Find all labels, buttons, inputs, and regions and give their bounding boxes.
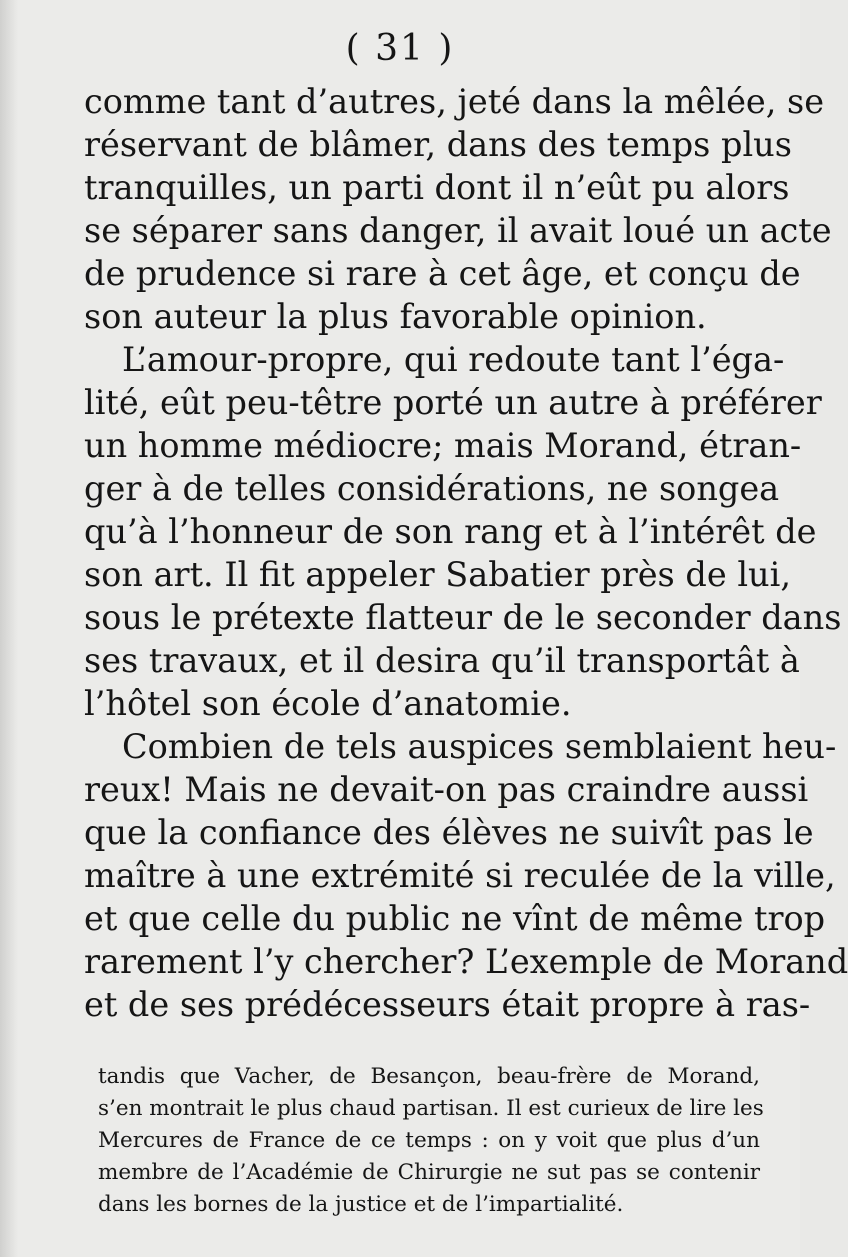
text-line: que la confiance des élèves ne suivît pas le (84, 813, 814, 852)
text-line: et de ses prédécesseurs était propre à ras- (84, 985, 811, 1024)
text-line: L’amour-propre, qui redoute tant l’éga- (122, 340, 785, 379)
text-line: qu’à l’honneur de son rang et à l’intérêt de (84, 512, 817, 551)
footnote-line: Mercures de France de ce temps : on y voit que plus d’un (98, 1128, 760, 1153)
body-text (84, 80, 848, 1026)
text-line: un homme médiocre; mais Morand, étran- (84, 426, 802, 465)
text-line: lité, eût peu-têtre porté un autre à préférer (84, 383, 822, 422)
footnote-line: tandis que Vacher, de Besançon, beau-frère de Morand, (98, 1064, 760, 1089)
page-number: ( 31 ) (345, 28, 455, 69)
footnote-line: membre de l’Académie de Chirurgie ne sut pas se contenir (98, 1160, 760, 1185)
footnote (98, 1061, 764, 1221)
text-line: sous le prétexte flatteur de le seconder dans (84, 598, 842, 637)
text-line: se séparer sans danger, il avait loué un acte (84, 211, 832, 250)
text-line: reux! Mais ne devait-on pas craindre aussi (84, 770, 809, 809)
text-line: rarement l’y chercher? L’exemple de Morand (84, 942, 848, 981)
text-line: ger à de telles considérations, ne songea (84, 469, 780, 508)
page-gutter-shadow (0, 0, 18, 1257)
footnote-line: s’en montrait le plus chaud partisan. Il est curieux de lire les (98, 1096, 764, 1121)
text-line: réservant de blâmer, dans des temps plus (84, 125, 792, 164)
footnote-line: dans les bornes de la justice et de l’impartialité. (98, 1192, 624, 1217)
text-line: de prudence si rare à cet âge, et conçu de (84, 254, 801, 293)
text-line: son art. Il fit appeler Sabatier près de lui, (84, 555, 791, 594)
text-line: tranquilles, un parti dont il n’eût pu alors (84, 168, 790, 207)
text-line: et que celle du public ne vînt de même trop (84, 899, 826, 938)
text-line: Combien de tels auspices semblaient heu- (122, 727, 837, 766)
text-line: son auteur la plus favorable opinion. (84, 297, 707, 336)
text-line: l’hôtel son école d’anatomie. (84, 684, 572, 723)
text-line: ses travaux, et il desira qu’il transportât à (84, 641, 800, 680)
text-line: comme tant d’autres, jeté dans la mêlée, se (84, 82, 825, 121)
text-line: maître à une extrémité si reculée de la ville, (84, 856, 836, 895)
